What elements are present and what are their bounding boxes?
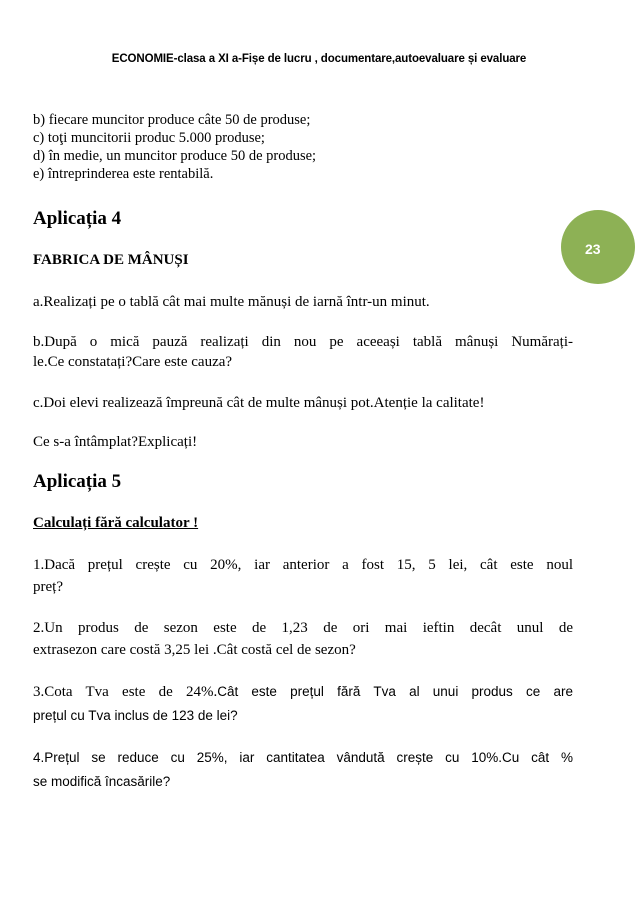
app4-item-c: c.Doi elevi realizează împreună cât de multe mânuși pot.Atenție la calitate!: [33, 395, 485, 411]
q1-line1: 1.Dacă prețul crește cu 20%, iar anterior a fost 15, 5 lei, cât este noul: [33, 557, 573, 573]
q2-line1: 2.Un produs de sezon este de 1,23 de ori mai ieftin decât unul de: [33, 620, 573, 636]
q4-line2: se modifică încasările?: [33, 774, 171, 789]
list-item-e: e) întreprinderea este rentabilă.: [33, 166, 214, 182]
q3-line2: prețul cu Tva inclus de 123 de lei?: [33, 708, 238, 723]
page-number: 23: [585, 241, 601, 257]
app4-item-b-line2: le.Ce constatați?Care este cauza?: [33, 354, 233, 370]
q1-line2: preț?: [33, 579, 63, 595]
page-header: ECONOMIE-clasa a XI a-Fișe de lucru , documentare,autoevaluare și evaluare: [111, 53, 527, 65]
list-item-d: d) în medie, un muncitor produce 50 de produse;: [33, 148, 317, 164]
q3-line1-start: 3.Cota Tva este de 24%.: [33, 684, 218, 700]
q2-line2: extrasezon care costă 3,25 lei .Cât costă cel de sezon?: [33, 642, 356, 658]
page-number-badge: [561, 210, 635, 284]
list-item-b: b) fiecare muncitor produce câte 50 de produse;: [33, 112, 311, 128]
app5-subtitle: Calculați fără calculator !: [33, 515, 199, 531]
app4-item-a: a.Realizați pe o tablă cât mai multe mănuși de iarnă într-un minut.: [33, 294, 430, 310]
app4-item-b-line1: b.După o mică pauză realizați din nou pe aceeași tablă mânuși Numărați-: [33, 334, 573, 350]
q3-line1: [33, 683, 573, 701]
app4-heading: Aplicația 4: [33, 208, 122, 229]
list-item-c: c) toţi muncitorii produc 5.000 produse;: [33, 130, 265, 146]
q3-line1-end: Cât este prețul fără Tva al unui produs ce are: [217, 684, 573, 699]
app5-heading: Aplicația 5: [33, 471, 122, 492]
app4-question: Ce s-a întâmplat?Explicați!: [33, 434, 198, 450]
q4-line1: 4.Prețul se reduce cu 25%, iar cantitatea vândută crește cu 10%.Cu cât %: [33, 750, 573, 765]
app4-subtitle: FABRICA DE MÂNUȘI: [33, 252, 189, 268]
